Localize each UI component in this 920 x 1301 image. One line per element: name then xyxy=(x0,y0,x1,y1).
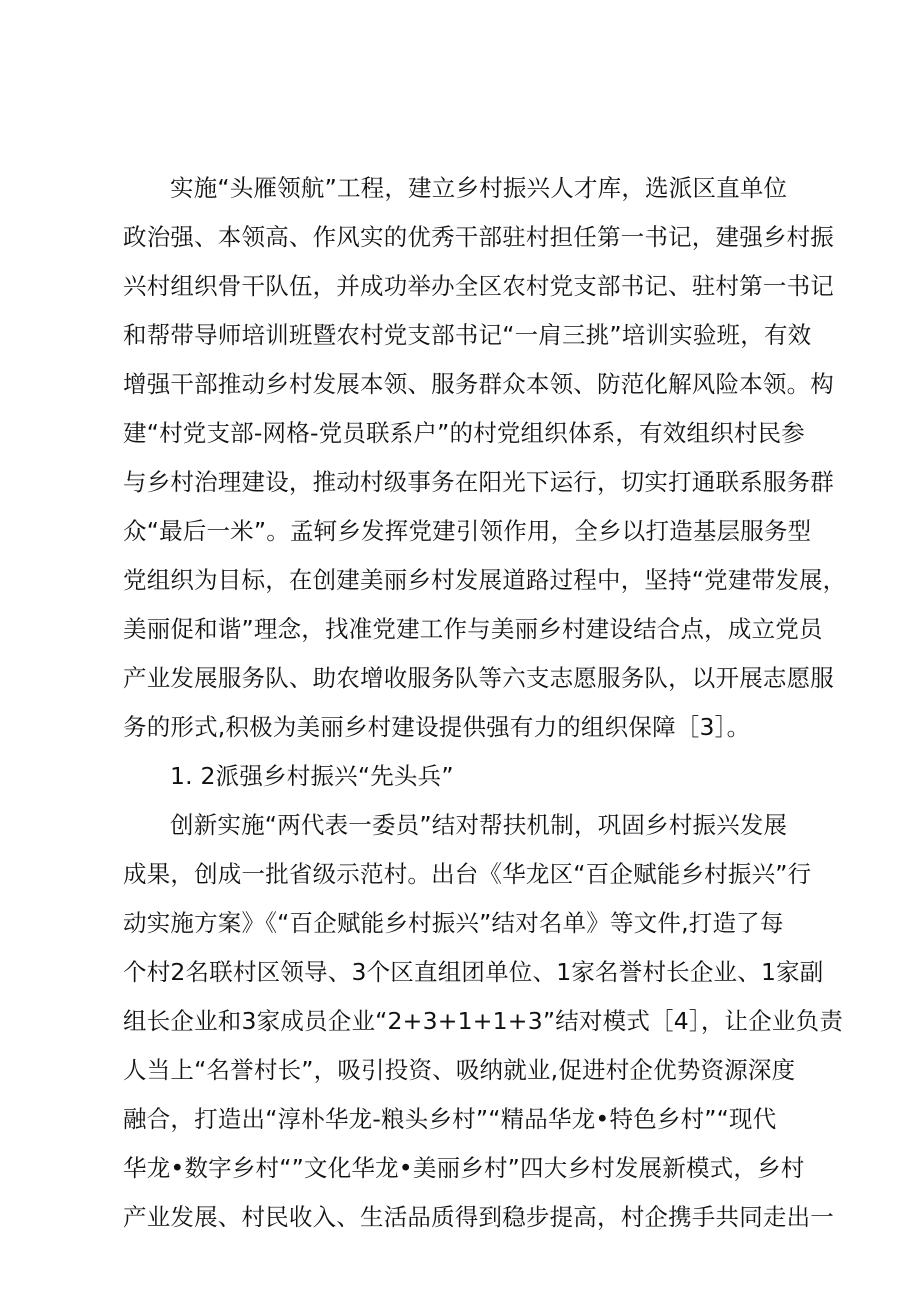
section-heading: 1. 2派强乡村振兴“先头兵” xyxy=(170,762,454,790)
text-line: 创新实施“两代表一委员”结对帮扶机制，巩固乡村振兴发展 xyxy=(170,811,788,839)
text-line: 实施“头雁领航”工程，建立乡村振兴人才库，选派区直单位 xyxy=(170,174,788,202)
text-line: 党组织为目标，在创建美丽乡村发展道路过程中，坚持“党建带发展， xyxy=(123,566,847,594)
text-line: 和帮带导师培训班暨农村党支部书记“一肩三挑”培训实验班，有效 xyxy=(123,321,812,349)
text-line: 政治强、本领高、作风实的优秀干部驻村担任第一书记，建强乡村振 xyxy=(123,223,834,251)
text-line: 兴村组织骨干队伍，并成功举办全区农村党支部书记、驻村第一书记 xyxy=(123,272,834,300)
text-line: 动实施方案》《“百企赋能乡村振兴”结对名单》等文件,打造了每 xyxy=(123,909,784,937)
text-line: 与乡村治理建设，推动村级事务在阳光下运行，切实打通联系服务群 xyxy=(123,468,834,496)
text-line: 建“村党支部-网格-党员联系户”的村党组织体系，有效组织村民参 xyxy=(123,419,806,447)
text-line: 产业发展服务队、助农增收服务队等六支志愿服务队，以开展志愿服 xyxy=(123,664,834,692)
text-line: 华龙•数字乡村“”文化华龙•美丽乡村”四大乡村发展新模式，乡村 xyxy=(123,1154,805,1182)
text-line: 产业发展、村民收入、生活品质得到稳步提高，村企携手共同走出一 xyxy=(123,1203,834,1231)
text-line: 美丽促和谐”理念，找准党建工作与美丽乡村建设结合点，成立党员 xyxy=(123,615,823,643)
text-line: 增强干部推动乡村发展本领、服务群众本领、防范化解风险本领。构 xyxy=(123,370,834,398)
text-line: 务的形式,积极为美丽乡村建设提供强有力的组织保障［3］。 xyxy=(123,713,751,741)
text-line: 众“最后一米”。孟轲乡发挥党建引领作用，全乡以打造基层服务型 xyxy=(123,517,812,545)
text-line: 人当上“名誉村长”，吸引投资、吸纳就业,促进村企优势资源深度 xyxy=(123,1056,796,1084)
text-line: 组长企业和3家成员企业“2+3+1+1+3”结对模式［4］，让企业负责 xyxy=(123,1007,844,1035)
text-line: 个村2名联村区领导、3个区直组团单位、1家名誉村长企业、1家副 xyxy=(123,958,824,986)
text-line: 融合，打造出“淳朴华龙-粮头乡村”“精品华龙•特色乡村”“现代 xyxy=(123,1105,777,1133)
text-line: 成果，创成一批省级示范村。出台《华龙区“百企赋能乡村振兴”行 xyxy=(123,860,812,888)
